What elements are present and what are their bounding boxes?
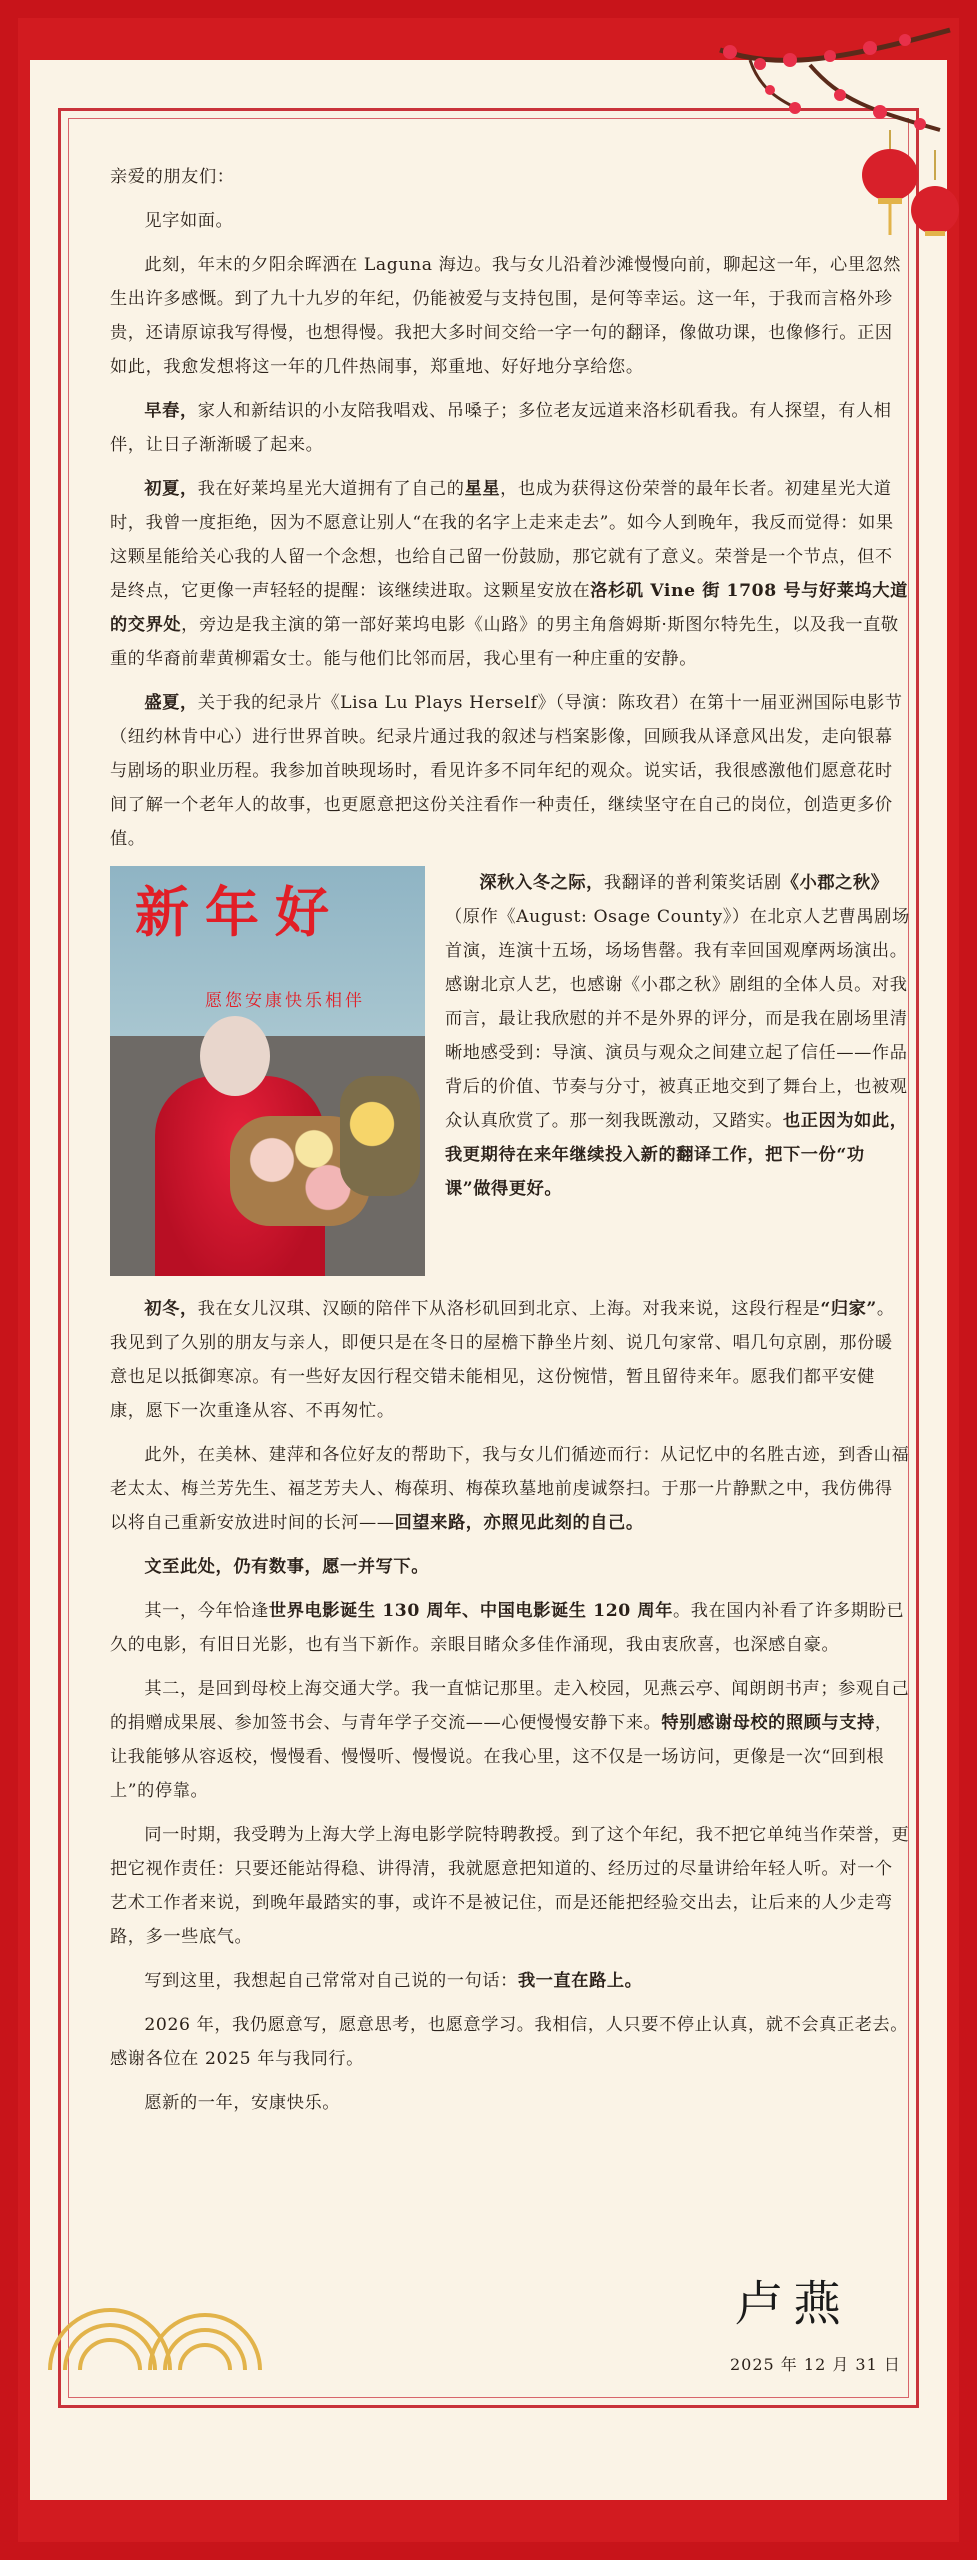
paragraph	[110, 1438, 910, 1540]
bold-text: 回望来路，亦照见此刻的自己。	[394, 1513, 644, 1533]
paragraph-text: 。我见到了久别的朋友与亲人，即便只是在冬日的屋檐下静坐片刻、说几句家常、唱几句京剧，那份暖意也足以抵御寒凉。有一些好友因行程交错未能相见，这份惋惜，暂且留待来年。愿我们都平安健康，愿下一次重逢从容、不再匆忙。	[110, 1299, 895, 1421]
letter-date: 2025 年 12 月 31 日	[730, 2355, 901, 2374]
paragraph: 此刻，年末的夕阳余晖洒在 Laguna 海边。我与女儿沿着沙滩慢慢向前，聊起这一年，心里忽然生出许多感慨。到了九十九岁的年纪，仍能被爱与支持包围，是何等幸运。这一年，于我而言格外珍贵，还请原谅我写得慢，也想得慢。我把大多时间交给一字一句的翻译，像做功课，也像修行。正因如此，我愈发想将这一年的几件热闹事，郑重地、好好地分享给您。	[110, 255, 902, 377]
paragraph-early-spring	[110, 394, 910, 462]
new-year-sign: 新年好	[135, 881, 345, 944]
paragraph-early-winter	[110, 1292, 910, 1428]
paragraph: 2026 年，我仍愿意写，愿意思考，也愿意学习。我相信，人只要不停止认真，就不会真正老去。感谢各位在 2025 年与我同行。	[110, 2015, 909, 2069]
paragraph: 愿新的一年，安康快乐。	[144, 2093, 341, 2113]
bold-text: 星星	[464, 479, 501, 499]
person-head	[200, 1016, 270, 1096]
portrait-photo	[110, 866, 425, 1276]
paragraph-lead: 初夏，	[144, 479, 198, 499]
paragraph-text: 关于我的纪录片《Lisa Lu Plays Herself》（导演：陈玫君）在第十一届亚洲国际电影节（纽约林肯中心）进行世界首映。纪录片通过我的叙述与档案影像，回顾我从译意风出发，走向银幕与剧场的职业历程。我参加首映现场时，看见许多不同年纪的观众。说实话，我很感激他们愿意花时间了解一个老年人的故事，也更愿意把这份关注看作一种责任，继续坚守在自己的岗位，创造更多价值。	[110, 693, 903, 849]
paragraph-lead: 早春，	[144, 401, 198, 421]
paragraph-lead: 深秋入冬之际，	[479, 873, 604, 893]
paragraph	[110, 1672, 910, 1808]
paragraph-text: （原作《August: Osage County》）在北京人艺曹禺剧场首演，连演十五场，场场售罄。我有幸回国观摩两场演出。感谢北京人艺，也感谢《小郡之秋》剧组的全体人员。对我而言，最让我欣慰的并不是外界的评分，而是我在剧场里清晰地感受到：导演、演员与观众之间建立起了信任——作品背后的价值、节奏与分寸，被真正地交到了舞台上，也被观众认真欣赏了。那一刻我既激动，又踏实。	[445, 907, 910, 1131]
paragraph-text: 我在好莱坞星光大道拥有了自己的	[197, 479, 465, 499]
paragraph-lead: 初冬，	[144, 1299, 198, 1319]
bold-text: 世界电影诞生 130 周年、中国电影诞生 120 周年	[268, 1601, 673, 1621]
bold-text: 洛杉矶 Vine 街 1708 号与好莱坞大道的交界处	[110, 581, 908, 635]
paragraph	[110, 1964, 910, 1998]
bold-text: 特别感谢母校的照顾与支持	[661, 1713, 875, 1733]
paragraph-text: 我在女儿汉琪、汉颐的陪伴下从洛杉矶回到北京、上海。对我来说，这段行程是	[197, 1299, 821, 1319]
paragraph: 见字如面。	[144, 211, 234, 231]
paragraph-midsummer	[110, 686, 910, 856]
greeting: 亲爱的朋友们：	[110, 167, 235, 187]
paragraph-text: 其一，今年恰逢	[144, 1601, 269, 1621]
new-year-sign-subtitle: 愿您安康快乐相伴	[205, 991, 365, 1011]
photo-paragraph-block	[110, 866, 910, 1282]
flower-bouquet-secondary	[340, 1076, 420, 1196]
cloud-pattern-decoration	[30, 2220, 300, 2380]
paragraph-text: ，旁边是我主演的第一部好莱坞电影《山路》的男主角詹姆斯·斯图尔特先生，以及我一直敬重的华裔前辈黄柳霜女士。能与他们比邻而居，我心里有一种庄重的安静。	[110, 615, 899, 669]
bold-text: 也正因为如此，我更期待在来年继续投入新的翻译工作，把下一份“功课”做得更好。	[445, 1111, 908, 1199]
paragraph-early-summer	[110, 472, 910, 676]
paragraph: 同一时期，我受聘为上海大学上海电影学院特聘教授。到了这个年纪，我不把它单纯当作荣誉，更把它视作责任：只要还能站得稳、讲得清，我就愿意把知道的、经历过的尽量讲给年轻人听。对一个艺术工作者来说，到晚年最踏实的事，或许不是被记住，而是还能把经验交出去，让后来的人少走弯路，多一些底气。	[110, 1825, 910, 1947]
paragraph-text: 此外，在美林、建萍和各位好友的帮助下，我与女儿们循迹而行：从记忆中的名胜古迹，到香山福老太太、梅兰芳先生、福芝芳夫人、梅葆玥、梅葆玖墓地前虔诚祭扫。于那一片静默之中，我仿佛得以将自己重新安放进时间的长河——	[110, 1445, 910, 1533]
paragraph-text: ，让我能够从容返校，慢慢看、慢慢听、慢慢说。在我心里，这不仅是一场访问，更像是一次“回到根上”的停靠。	[110, 1713, 893, 1801]
bold-text: 我一直在路上。	[517, 1971, 643, 1991]
paragraph-text: 其二，是回到母校上海交通大学。我一直惦记那里。走入校园，见燕云亭、闻朗朗书声；参观自己的捐赠成果展、参加签书会、与青年学子交流——心便慢慢安静下来。	[110, 1679, 910, 1733]
paragraph	[110, 1594, 910, 1662]
letter-body	[110, 160, 910, 2130]
paragraph	[110, 1550, 910, 1584]
paragraph-text: ，也成为获得这份荣誉的最年长者。初建星光大道时，我曾一度拒绝，因为不愿意让别人“在我的名字上走来走去”。如今人到晚年，我反而觉得：如果这颗星能给关心我的人留一个念想，也给自己留一份鼓励，那它就有了意义。荣誉是一个节点，但不是终点，它更像一声轻轻的提醒：该继续进取。这颗星安放在	[110, 479, 894, 601]
bold-text: “归家”	[820, 1299, 877, 1319]
signature: 卢燕	[735, 2276, 852, 2332]
paragraph-lead: 盛夏，	[144, 693, 198, 713]
paragraph-text: 。我在国内补看了许多期盼已久的电影，有旧日光影，也有当下新作。亲眼目睹众多佳作涌现，我由衷欣喜，也深感自豪。	[110, 1601, 905, 1655]
paragraph-text: 写到这里，我想起自己常常对自己说的一句话：	[144, 1971, 518, 1991]
bold-text: 《小郡之秋》	[781, 873, 889, 893]
paragraph-text: 家人和新结识的小友陪我唱戏、吊嗓子；多位老友远道来洛杉矶看我。有人探望，有人相伴，让日子渐渐暖了起来。	[110, 401, 892, 455]
bold-text: 文至此处，仍有数事，愿一并写下。	[144, 1557, 429, 1577]
paragraph-text: 我翻译的普利策奖话剧	[603, 873, 782, 893]
